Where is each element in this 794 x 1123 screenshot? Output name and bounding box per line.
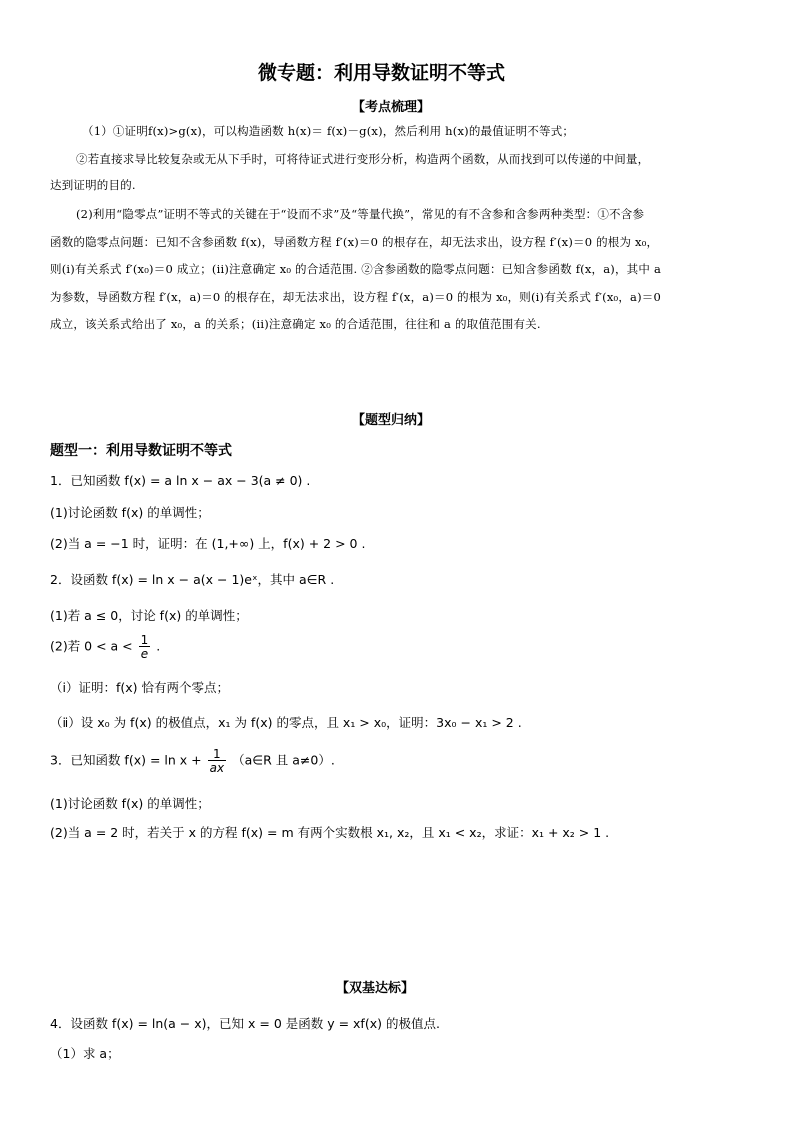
kaodian-line-6: 则(i)有关系式 f′(x₀)＝0 成立；(ii)注意确定 x₀ 的合适范围. ②含参函数的隐零点问题：已知含参函数 f(x，a)，其中 a [50, 262, 661, 276]
question-4: 4．设函数 f(x) = ln(a − x)，已知 x = 0 是函数 y = xf(x) 的极值点. [50, 1016, 440, 1031]
q3-suffix: （a∈R 且 a≠0）. [232, 752, 335, 768]
question-3-part-1: (1)讨论函数 f(x) 的单调性； [50, 796, 210, 811]
question-3 [50, 748, 335, 774]
question-1-part-2: (2)当 a = −1 时，证明：在 (1,+∞) 上，f(x) + 2 > 0 . [50, 536, 366, 551]
kaodian-line-7: 为参数，导函数方程 f′(x，a)＝0 的根存在，却无法求出，设方程 f′(x，a)＝0 的根为 x₀，则(i)有关系式 f′(x₀，a)＝0 [50, 290, 661, 304]
question-2-part-1: (1)若 a ≤ 0，讨论 f(x) 的单调性； [50, 608, 248, 623]
q2-part2-suffix: . [156, 638, 161, 654]
fraction-numerator: 1 [213, 747, 221, 761]
question-2-part-2-ii: （ⅱ）设 x₀ 为 f(x) 的极值点，x₁ 为 f(x) 的零点，且 x₁ > x₀，证明：3x₀ − x₁ > 2 . [50, 715, 522, 730]
subsection-heading: 题型一：利用导数证明不等式 [50, 443, 232, 459]
kaodian-line-5: 函数的隐零点问题：已知不含参函数 f(x)，导函数方程 f′(x)＝0 的根存在，却无法求出，设方程 f′(x)＝0 的根为 x₀， [50, 235, 659, 249]
fraction-denominator: ax [209, 761, 225, 775]
kaodian-line-8: 成立，该关系式给出了 x₀，a 的关系；(ii)注意确定 x₀ 的合适范围，往往和 a 的取值范围有关. [50, 317, 541, 331]
section-heading-tixing: 【题型归纳】 [352, 413, 431, 428]
page-title: 微专题：利用导数证明不等式 [258, 62, 506, 84]
question-2: 2．设函数 f(x) = ln x − a(x − 1)eˣ，其中 a∈R . [50, 572, 335, 587]
question-1-part-1: (1)讨论函数 f(x) 的单调性； [50, 505, 210, 520]
question-3-part-2: (2)当 a = 2 时，若关于 x 的方程 f(x) = m 有两个实数根 x₁, x₂，且 x₁ < x₂，求证：x₁ + x₂ > 1 . [50, 825, 610, 840]
section-heading-shuangji: 【双基达标】 [336, 981, 415, 996]
question-2-part-2-i: （ⅰ）证明：f(x) 恰有两个零点； [50, 680, 229, 695]
kaodian-line-1: （1）①证明f(x)>g(x)，可以构造函数 h(x)＝ f(x)－g(x)，然后利用 h(x)的最值证明不等式； [82, 124, 575, 138]
kaodian-line-3: 达到证明的目的. [50, 178, 136, 192]
question-2-part-2 [50, 634, 160, 660]
question-1: 1．已知函数 f(x) = a ln x − ax − 3(a ≠ 0) . [50, 473, 311, 488]
fraction-1-over-e [139, 634, 151, 660]
section-heading-kaodian: 【考点梳理】 [352, 100, 431, 115]
kaodian-line-4: (2)利用“隐零点”证明不等式的关键在于“设而不求”及“等量代换”，常见的有不含参和含参两种类型：①不含参 [76, 207, 645, 221]
kaodian-line-2: ②若直接求导比较复杂或无从下手时，可将待证式进行变形分析，构造两个函数，从而找到可以传递的中间量， [76, 152, 650, 166]
fraction-numerator: 1 [140, 633, 149, 647]
fraction-1-over-ax [208, 748, 226, 774]
question-4-part-1: （1）求 a； [50, 1046, 120, 1061]
q3-prefix: 3．已知函数 f(x) = ln x + [50, 752, 202, 768]
fraction-denominator: e [139, 646, 151, 660]
q2-part2-prefix: (2)若 0 < a < [50, 638, 133, 654]
